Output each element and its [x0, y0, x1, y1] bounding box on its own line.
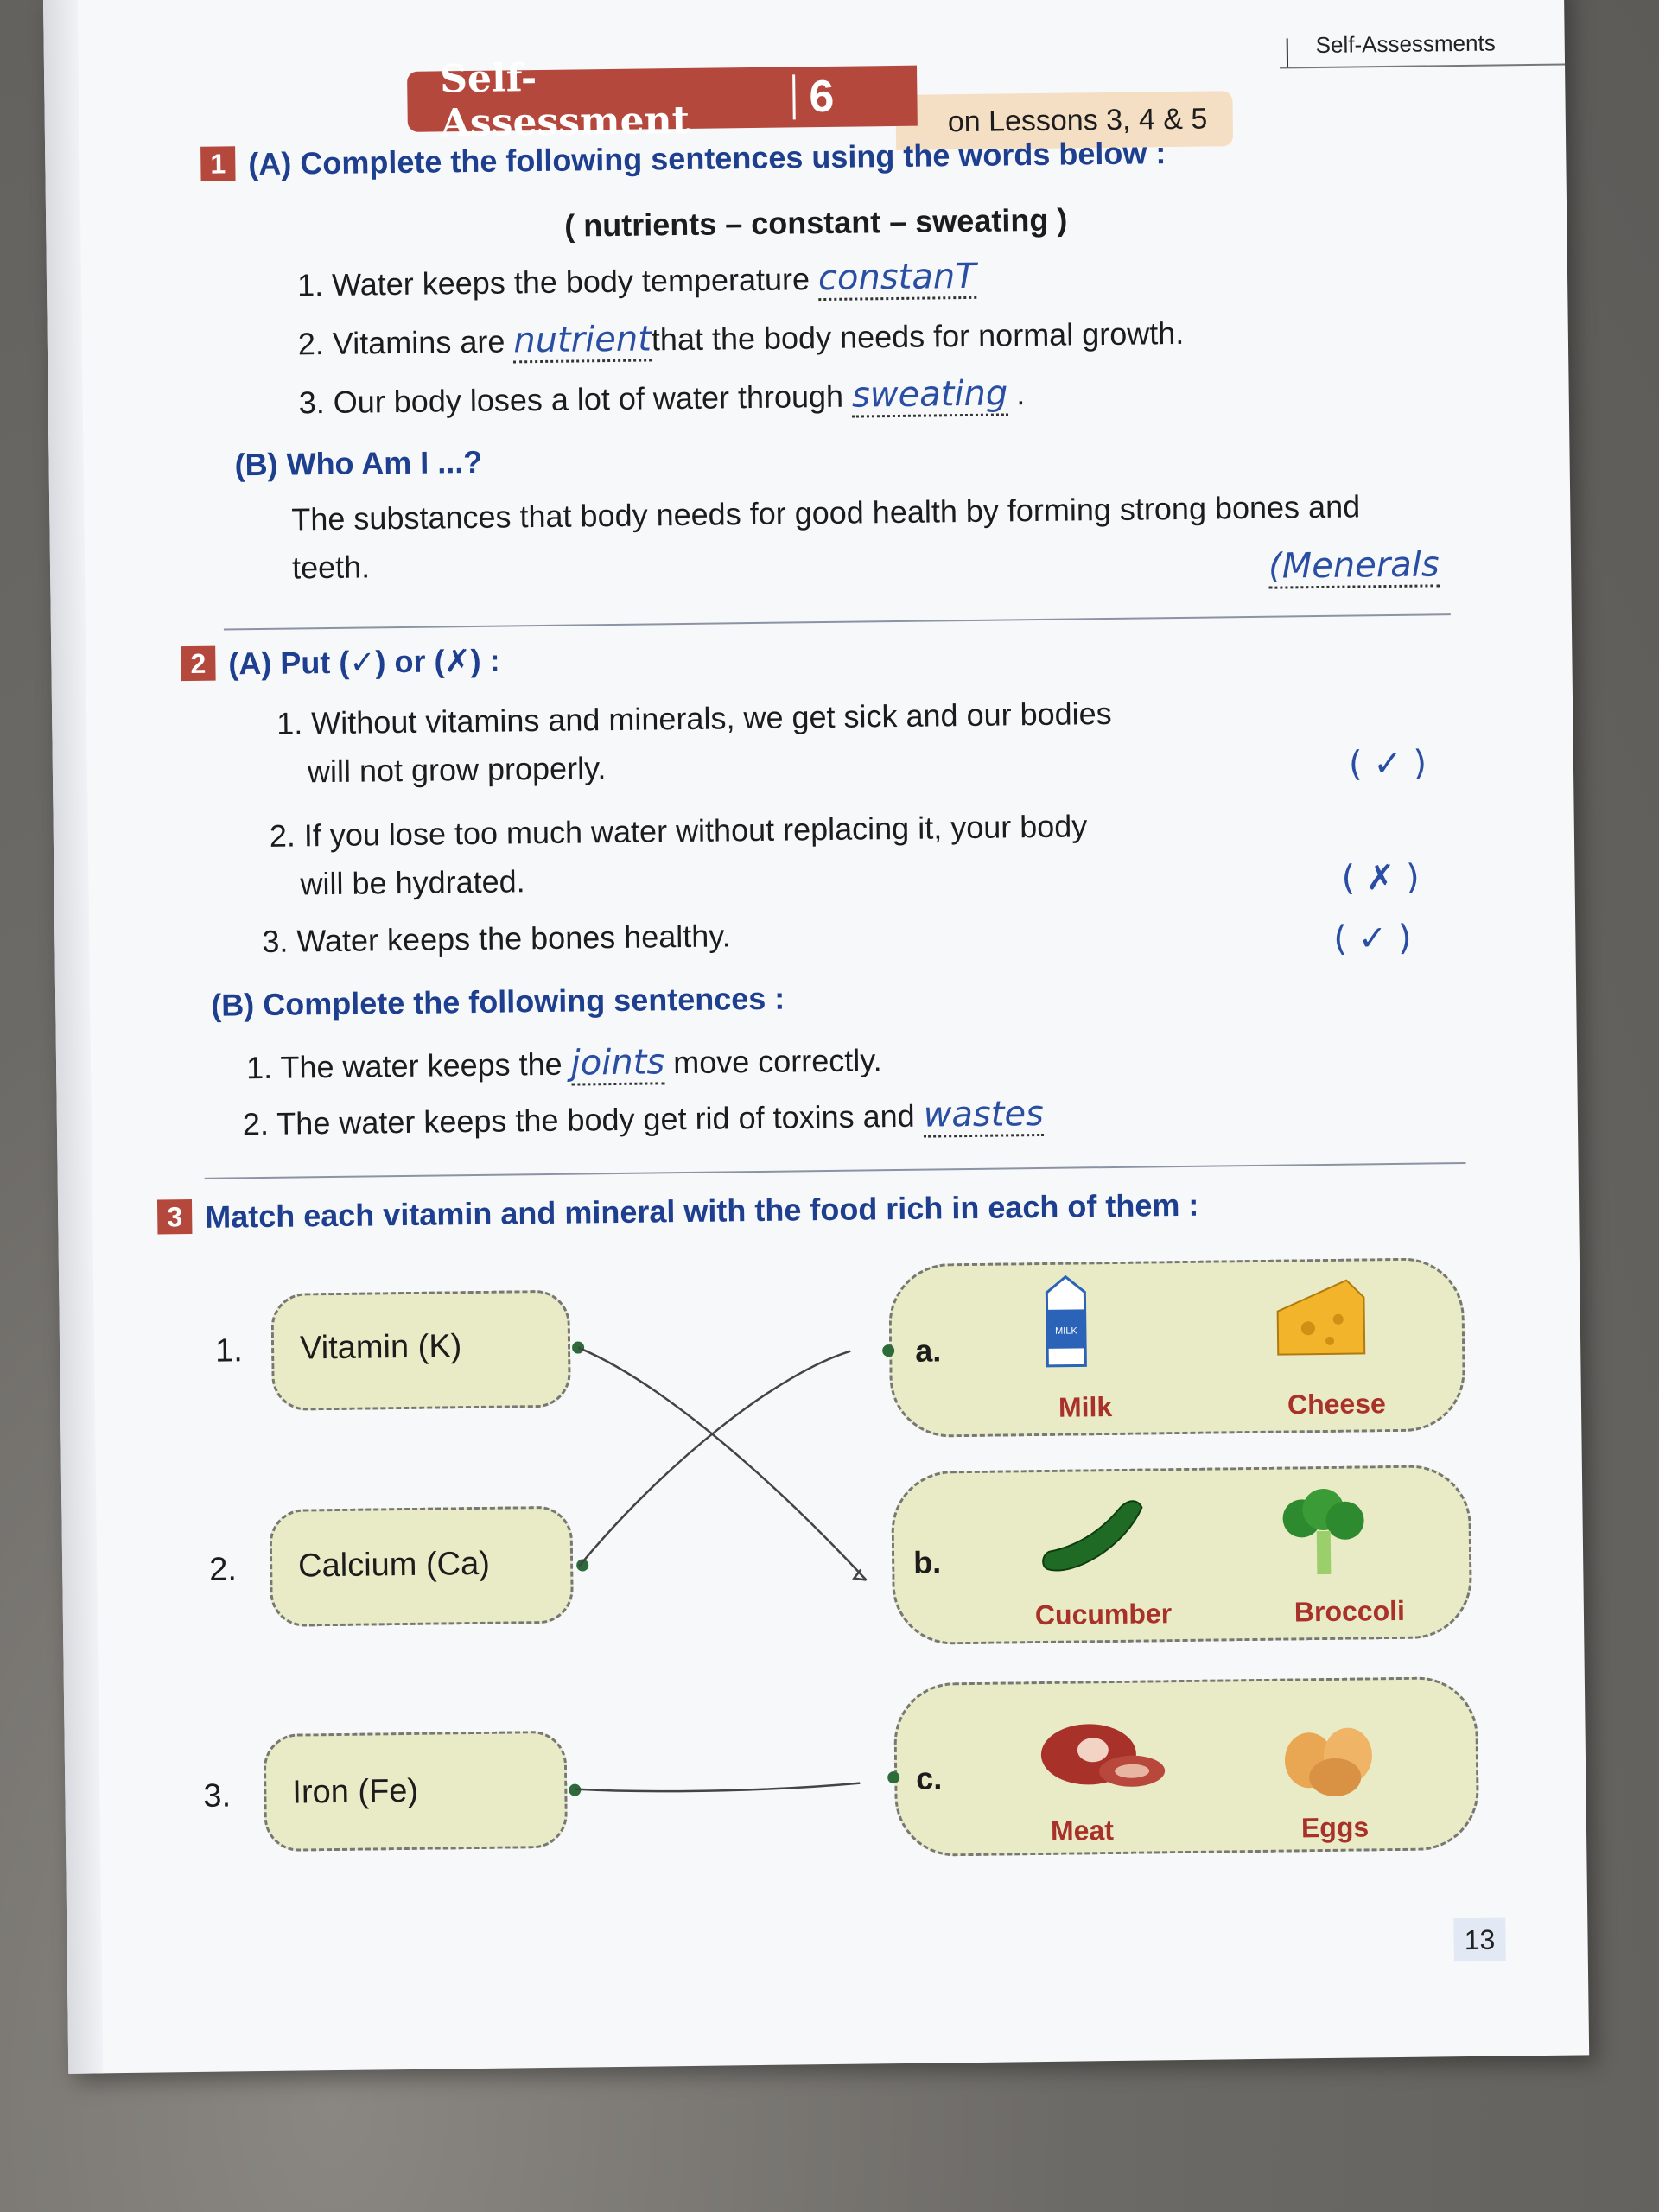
- q2-item-1-line-2: will not grow properly.: [307, 750, 607, 790]
- q2-b-heading: (B) Complete the following sentences :: [210, 980, 785, 1023]
- q1-item-1-text: 1. Water keeps the body temperature: [296, 261, 819, 303]
- right-dot-a[interactable]: [882, 1344, 894, 1357]
- page-number: 13: [1453, 1917, 1506, 1961]
- cucumber-icon: [1038, 1494, 1151, 1582]
- banner-divider: [792, 74, 796, 119]
- eggs-icon: [1274, 1720, 1395, 1800]
- q2-b-item-1-text: 1. The water keeps the: [245, 1046, 571, 1086]
- left-box-vitamin-k[interactable]: [270, 1290, 571, 1411]
- line-2-to-a: [576, 1351, 853, 1567]
- left-item-3-number: 3.: [203, 1777, 232, 1815]
- self-assessment-banner: [407, 56, 918, 146]
- milk-icon: [1039, 1274, 1092, 1370]
- food-broccoli-label: Broccoli: [1294, 1594, 1406, 1628]
- q1-b-text-line-2: teeth.: [291, 549, 371, 586]
- q2-item-1-mark[interactable]: ( ✓ ): [1348, 743, 1427, 785]
- meat-icon: [1023, 1710, 1171, 1798]
- q1-a-heading: (A) Complete the following sentences using the words below :: [248, 135, 1166, 182]
- line-1-to-b: [578, 1344, 866, 1584]
- running-head: Self-Assessments: [1315, 29, 1496, 59]
- q1-item-3-tail: .: [1007, 376, 1026, 412]
- banner-title: Self-Assessment: [439, 56, 690, 146]
- left-box-calcium[interactable]: [269, 1506, 574, 1627]
- food-box-b-letter: b.: [912, 1544, 942, 1580]
- left-box-3-label: Iron (Fe): [292, 1772, 419, 1811]
- q3-heading: Match each vitamin and mineral with the food rich in each of them :: [204, 1186, 1199, 1235]
- word-bank: ( nutrients – constant – sweating ): [563, 201, 1068, 244]
- q2-a-heading: (A) Put (✓) or (✗) :: [228, 642, 500, 682]
- section-divider-2: [205, 1162, 1466, 1179]
- food-milk-label: Milk: [1058, 1391, 1113, 1423]
- left-box-1-label: Vitamin (K): [299, 1328, 462, 1367]
- q2-item-3-line-1: 3. Water keeps the bones healthy.: [262, 918, 731, 959]
- q1-b-answer[interactable]: (Menerals: [1268, 544, 1440, 588]
- q2-b-item-2-answer[interactable]: wastes: [923, 1094, 1044, 1138]
- q2-item-2-mark[interactable]: ( ✗ ): [1341, 857, 1420, 899]
- broccoli-icon: [1271, 1487, 1376, 1583]
- section-divider-1: [224, 613, 1451, 630]
- left-item-1-number: 1.: [214, 1332, 244, 1370]
- q1-item-2-answer[interactable]: nutrient: [513, 319, 652, 363]
- q1-item-1: [297, 257, 976, 305]
- left-box-iron[interactable]: [264, 1731, 569, 1852]
- q1-item-2: [298, 313, 1185, 364]
- q1-item-3: [298, 373, 1025, 422]
- question-1-number: 1: [200, 146, 235, 181]
- food-cheese-label: Cheese: [1287, 1388, 1387, 1421]
- q2-b-item-2: [243, 1094, 1045, 1143]
- food-box-a-letter: a.: [914, 1332, 942, 1369]
- food-eggs-label: Eggs: [1300, 1811, 1370, 1844]
- right-dot-c[interactable]: [887, 1771, 899, 1783]
- q2-item-2-line-1: 2. If you lose too much water without replacing it, your body: [269, 808, 1088, 854]
- question-3-number: 3: [157, 1199, 192, 1234]
- q1-item-2-tail: that the body needs for normal growth.: [651, 315, 1185, 358]
- food-box-c-letter: c.: [915, 1760, 943, 1796]
- left-box-2-label: Calcium (Ca): [297, 1545, 491, 1585]
- cheese-icon: [1268, 1271, 1373, 1367]
- question-2-number: 2: [181, 646, 215, 681]
- running-head-rule: [1280, 63, 1565, 68]
- q2-item-3-mark[interactable]: ( ✓ ): [1333, 918, 1412, 959]
- q1-b-text-line-1: The substances that body needs for good health by forming strong bones and: [291, 488, 1361, 537]
- food-meat-label: Meat: [1050, 1815, 1115, 1847]
- workbook-page: [43, 0, 1589, 2074]
- line-3-to-c: [575, 1783, 860, 1793]
- food-cucumber-label: Cucumber: [1034, 1598, 1173, 1631]
- q2-item-1-line-1: 1. Without vitamins and minerals, we get sick and our bodies: [276, 695, 1112, 741]
- left-item-2-number: 2.: [208, 1551, 238, 1588]
- q2-b-item-1-tail: move correctly.: [664, 1042, 882, 1081]
- q1-b-heading: (B) Who Am I ...?: [234, 443, 483, 483]
- q2-b-item-2-text: 2. The water keeps the body get rid of toxins and: [242, 1097, 924, 1142]
- lessons-label: on Lessons 3, 4 & 5: [895, 91, 1233, 150]
- running-head-tick: [1287, 38, 1288, 67]
- q1-item-1-answer[interactable]: constanT: [818, 257, 976, 301]
- q2-b-item-1: [246, 1039, 882, 1087]
- q2-b-item-1-answer[interactable]: joints: [570, 1042, 664, 1085]
- banner-number: 6: [809, 71, 835, 123]
- milk-carton-label: MILK: [1054, 1325, 1077, 1337]
- q1-item-3-answer[interactable]: sweating: [852, 373, 1008, 417]
- q1-item-3-text: 3. Our body loses a lot of water through: [298, 378, 853, 421]
- q2-item-2-line-2: will be hydrated.: [300, 863, 525, 902]
- q1-item-2-text: 2. Vitamins are: [297, 323, 514, 362]
